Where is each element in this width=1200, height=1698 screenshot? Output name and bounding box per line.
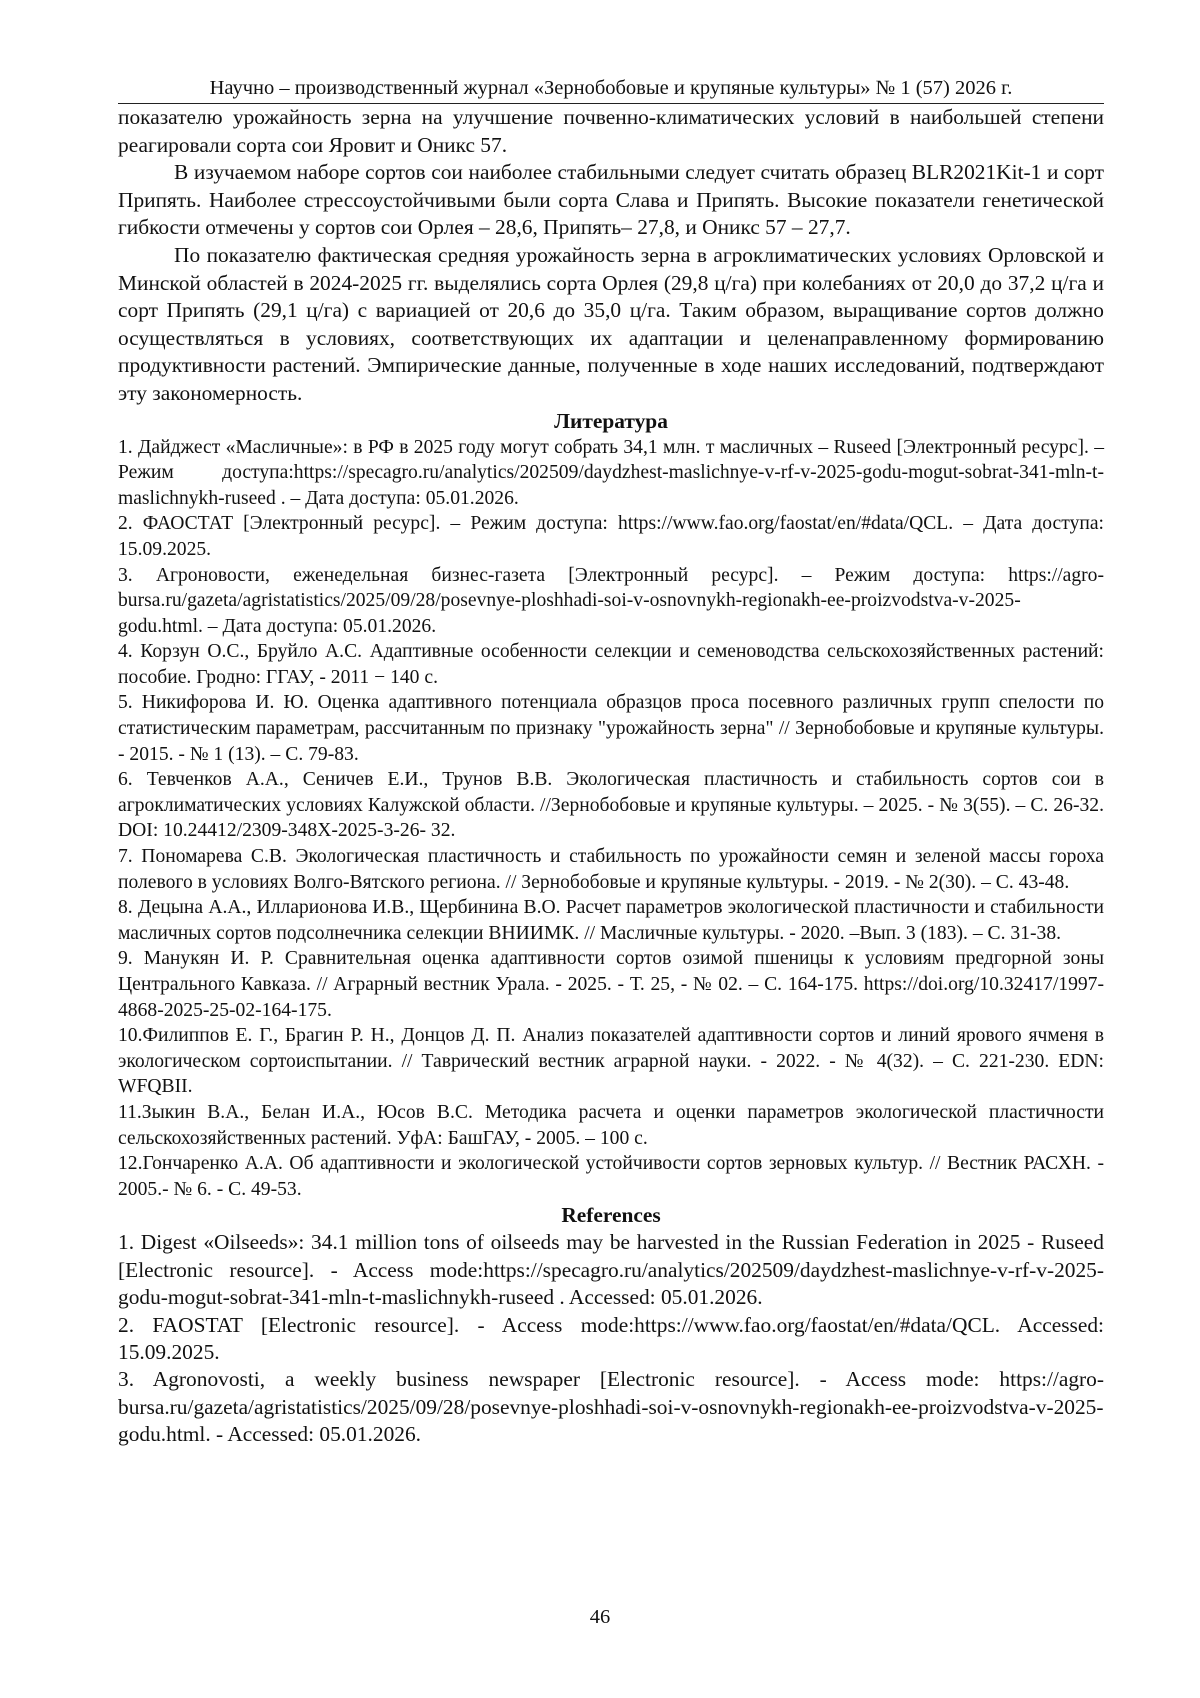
literature-item: 5. Никифорова И. Ю. Оценка адаптивного потенциала образцов проса посевного различных групп спелости по статистическим параметрам, рассчитанным по признаку "урожайность зерна" // Зернобобовые и крупяные культуры. - 2015. - № 1 (13). – С. 79-83. — [118, 692, 1104, 765]
body-paragraph: показателю урожайность зерна на улучшение почвенно-климатических условий в наибольшей степени реагировали сорта сои Яровит и Оникс 57. — [118, 105, 1104, 157]
page-content — [118, 104, 1104, 1449]
page-number: 46 — [589, 1606, 611, 1628]
literature-item: 3. Агроновости, еженедельная бизнес-газета [Электронный ресурс]. – Режим доступа: https://agro-bursa.ru/gazeta/agristatistics/2025/09/28/posevnye-ploshhadi-soi-v-osnovnykh-regionakh-ee-proizvodstva-v-2025-godu.html. – Дата доступа: 05.01.2026. — [118, 564, 1104, 637]
reference-item: 2. FAOSTAT [Electronic resource]. - Access mode:https://www.fao.org/faostat/en/#data/QCL. Accessed: 15.09.2025. — [118, 1312, 1104, 1364]
literature-item: 11.Зыкин В.А., Белан И.А., Юсов В.С. Методика расчета и оценки параметров экологической пластичности сельскохозяйственных растений. УфА: БашГАУ, - 2005. – 100 с. — [118, 1101, 1104, 1149]
running-header: Научно – производственный журнал «Зернобобовые и крупяные культуры» № 1 (57) 2026 г. — [209, 77, 1013, 99]
body-paragraph: В изучаемом наборе сортов сои наиболее стабильными следует считать образец BLR2021Kit-1 и сорт Припять. Наиболее стрессоустойчивыми были сорта Слава и Припять. Высокие показатели генетической гибкости отмечены у сортов сои Орлея – 28,6, Припять– 27,8, и Оникс 57 – 27,7. — [118, 160, 1104, 240]
literature-item: 6. Тевченков А.А., Сеничев Е.И., Трунов В.В. Экологическая пластичность и стабильность сортов сои в агроклиматических условиях Калужской области. //Зернобобовые и крупяные культуры. – 2025. - № 3(55). – С. 26-32. DOI: 10.24412/2309-348X-2025-3-26- 32. — [118, 769, 1104, 842]
literature-heading: Литература — [554, 408, 668, 433]
literature-item: 10.Филиппов Е. Г., Брагин Р. Н., Донцов Д. П. Анализ показателей адаптивности сортов и линий ярового ячменя в экологическом сортоиспытании. // Таврический вестник аграрной науки. - 2022. - № 4(32). – С. 221-230. EDN: WFQBII. — [118, 1025, 1104, 1098]
literature-item: 4. Корзун О.С., Бруйло А.С. Адаптивные особенности селекции и семеноводства сельскохозяйственных растений: пособие. Гродно: ГГАУ, - 2011 − 140 с. — [118, 641, 1104, 688]
literature-item: 9. Манукян И. Р. Сравнительная оценка адаптивности сортов озимой пшеницы к условиям предгорной зоны Центрального Кавказа. // Аграрный вестник Урала. - 2025. - Т. 25, - № 02. – С. 164-175. https://doi.org/10.32417/1997-4868-2025-25-02-164-175. — [118, 948, 1104, 1021]
literature-list — [118, 435, 1104, 1203]
literature-item: 7. Пономарева С.В. Экологическая пластичность и стабильность по урожайности семян и зеленой массы гороха полевого в условиях Волго-Вятского региона. // Зернобобовые и крупяные культуры. - 2019. - № 2(30). – С. 43-48. — [118, 846, 1104, 893]
literature-item: 2. ФАОСТАТ [Электронный ресурс]. – Режим доступа: https://www.fao.org/faostat/en/#data/QCL. – Дата доступа: 15.09.2025. — [118, 513, 1104, 560]
literature-item: 1. Дайджест «Масличные»: в РФ в 2025 году могут собрать 34,1 млн. т масличных – Ruseed [Электронный ресурс]. – Режим доступа:https://specagro.ru/analytics/202509/daydzhest-maslichnye-v-rf-v-2025-godu-mogut-sobrat-341-mln-t-maslichnykh-ruseed . – Дата доступа: 05.01.2026. — [118, 436, 1104, 509]
body-paragraph: По показателю фактическая средняя урожайность зерна в агроклиматических условиях Орловской и Минской областей в 2024-2025 гг. выделялись сорта Орлея (29,8 ц/га) при колебаниях от 20,0 до 37,2 ц/га и сорт Припять (29,1 ц/га) с вариацией от 20,6 до 35,0 ц/га. Таким образом, выращивание сортов должно осуществляться в условиях, соответствующих их адаптации и целенаправленному формированию продуктивности растений. Эмпирические данные, полученные в ходе наших исследований, подтверждают эту закономерность. — [118, 242, 1104, 405]
reference-item: 1. Digest «Oilseeds»: 34.1 million tons of oilseeds may be harvested in the Russian Federation in 2025 - Ruseed [Electronic resource]. - Access mode:https://specagro.ru/analytics/202509/daydzhest-maslichnye-v-rf-v-2025-godu-mogut-sobrat-341-mln-t-maslichnykh-ruseed . Accessed: 05.01.2026. — [118, 1230, 1104, 1310]
literature-item: 12.Гончаренко А.А. Об адаптивности и экологической устойчивости сортов зерновых культур. // Вестник РАСХН. - 2005.- № 6. - С. 49-53. — [118, 1153, 1104, 1200]
literature-item: 8. Децына А.А., Илларионова И.В., Щербинина В.О. Расчет параметров экологической пластичности и стабильности масличных сортов подсолнечника селекции ВНИИМК. // Масличные культуры. - 2020. –Вып. 3 (183). – С. 31-38. — [118, 897, 1104, 944]
references-list — [118, 1229, 1104, 1448]
references-heading: References — [561, 1203, 661, 1228]
reference-item: 3. Agronovosti, a weekly business newspaper [Electronic resource]. - Access mode: https://agro-bursa.ru/gazeta/agristatistics/2025/09/28/posevnye-ploshhadi-soi-v-osnovnykh-regionakh-ee-proizvodstva-v-2025-godu.html. - Accessed: 05.01.2026. — [118, 1367, 1104, 1447]
